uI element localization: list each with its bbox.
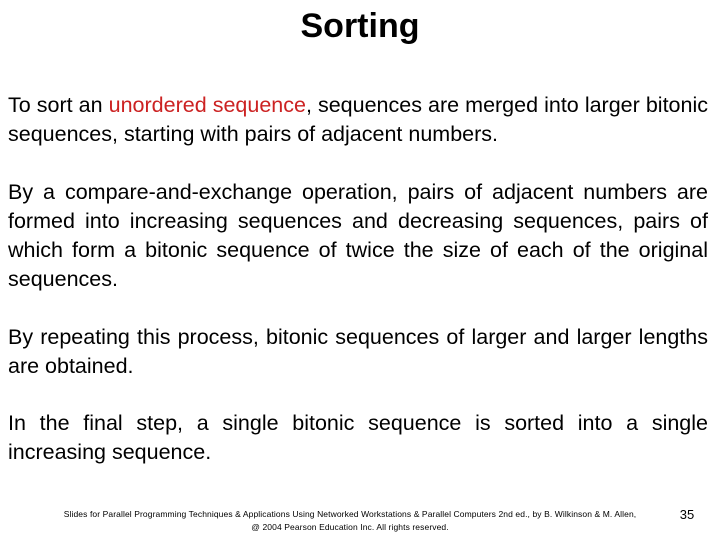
paragraph-1-end: , sequences are merged into larger bitonic sequences, starting with pairs of adjacent numbers. bbox=[8, 93, 708, 146]
paragraph-1 bbox=[8, 91, 708, 149]
footer-copyright: @ 2004 Pearson Education Inc. All rights reserved. bbox=[251, 522, 449, 532]
slide-title: Sorting bbox=[300, 7, 420, 45]
highlighted-term: unordered sequence bbox=[108, 93, 306, 117]
paragraph-3: By repeating this process, bitonic sequences of larger and larger lengths are obtained. bbox=[8, 325, 708, 378]
paragraph-2: By a compare-and-exchange operation, pairs of adjacent numbers are formed into increasing sequences and decreasing sequences, pairs of which form a bitonic sequence of twice the size of each of the original sequences. bbox=[8, 180, 708, 291]
page-number: 35 bbox=[679, 507, 695, 522]
paragraph-4: In the final step, a single bitonic sequence is sorted into a single increasing sequence. bbox=[8, 411, 708, 464]
paragraph-1-start: To sort an bbox=[8, 93, 109, 117]
footer-credits: Slides for Parallel Programming Techniques & Applications Using Networked Workstations & Parallel Computers 2nd ed., by B. Wilkinson & M. Allen, bbox=[63, 509, 637, 519]
